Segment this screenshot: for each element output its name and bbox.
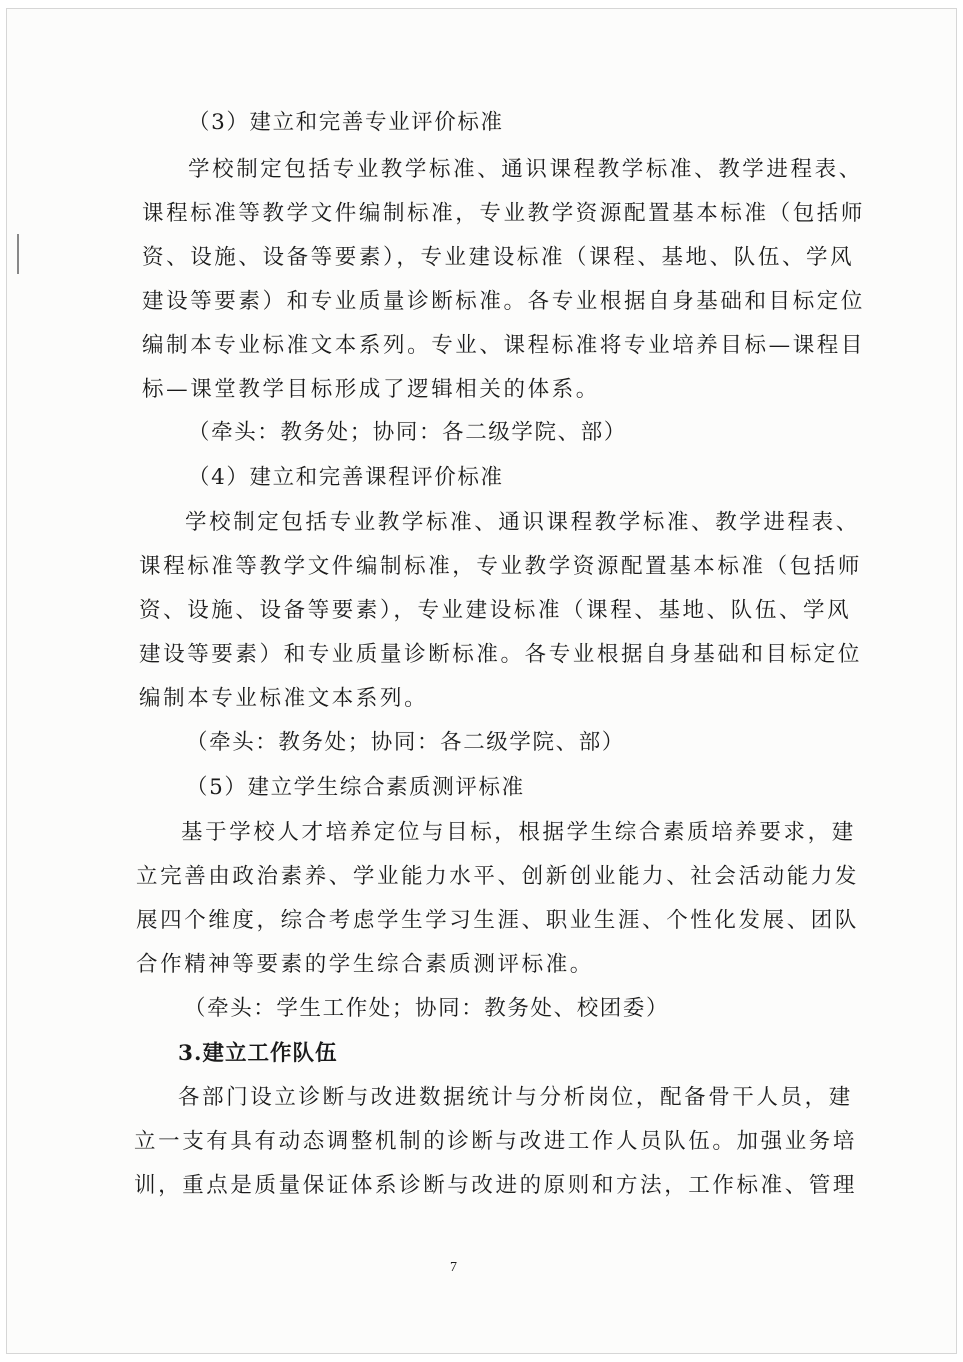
paragraph-line: 立完善由政治素养、学业能力水平、创新创业能力、社会活动能力发: [136, 864, 860, 889]
paragraph-line: 编制本专业标准文本系列。: [139, 686, 429, 711]
scan-edge-mark: [17, 234, 19, 274]
page-number: 7: [450, 1260, 457, 1275]
section-heading-4: （4）建立和完善课程评价标准: [188, 465, 504, 490]
responsibility-note: （牵头：教务处；协同：各二级学院、部）: [186, 730, 625, 755]
paragraph-line: 建设等要素）和专业质量诊断标准。各专业根据自身基础和目标定位: [142, 289, 866, 314]
paragraph-line: 基于学校人才培养定位与目标，根据学生综合素质培养要求，建: [181, 820, 856, 845]
paragraph-line: 展四个维度，综合考虑学生学习生涯、职业生涯、个性化发展、团队: [136, 908, 860, 933]
paragraph-line: 课程标准等教学文件编制标准，专业教学资源配置基本标准（包括师: [139, 554, 863, 579]
paragraph-line: 各部门设立诊断与改进数据统计与分析岗位，配备骨干人员，建: [178, 1085, 853, 1110]
paragraph-line: 资、设施、设备等要素），专业建设标准（课程、基地、队伍、学风: [139, 598, 852, 623]
section-heading-3: （3）建立和完善专业评价标准: [188, 110, 504, 135]
paragraph-line: 立一支有具有动态调整机制的诊断与改进工作人员队伍。加强业务培: [134, 1129, 858, 1154]
paragraph-line: 合作精神等要素的学生综合素质测评标准。: [136, 952, 594, 977]
paragraph-line: 建设等要素）和专业质量诊断标准。各专业根据自身基础和目标定位: [139, 642, 863, 667]
responsibility-note: （牵头：学生工作处；协同：教务处、校团委）: [184, 996, 670, 1021]
paragraph-line: 训，重点是质量保证体系诊断与改进的原则和方法，工作标准、管理: [134, 1173, 858, 1198]
paragraph-line: 课程标准等教学文件编制标准，专业教学资源配置基本标准（包括师: [142, 201, 866, 226]
paragraph-line: 资、设施、设备等要素），专业建设标准（课程、基地、队伍、学风: [142, 245, 855, 270]
section-heading-5: （5）建立学生综合素质测评标准: [186, 775, 525, 800]
section-heading-work-team: 3.建立工作队伍: [178, 1041, 338, 1066]
paragraph-line: 编制本专业标准文本系列。专业、课程标准将专业培养目标—课程目: [142, 333, 866, 358]
responsibility-note: （牵头：教务处；协同：各二级学院、部）: [188, 420, 627, 445]
paragraph-line: 学校制定包括专业教学标准、通识课程教学标准、教学进程表、: [188, 157, 863, 182]
paragraph-line: 标—课堂教学目标形成了逻辑相关的体系。: [142, 377, 600, 402]
paragraph-line: 学校制定包括专业教学标准、通识课程教学标准、教学进程表、: [185, 510, 860, 535]
